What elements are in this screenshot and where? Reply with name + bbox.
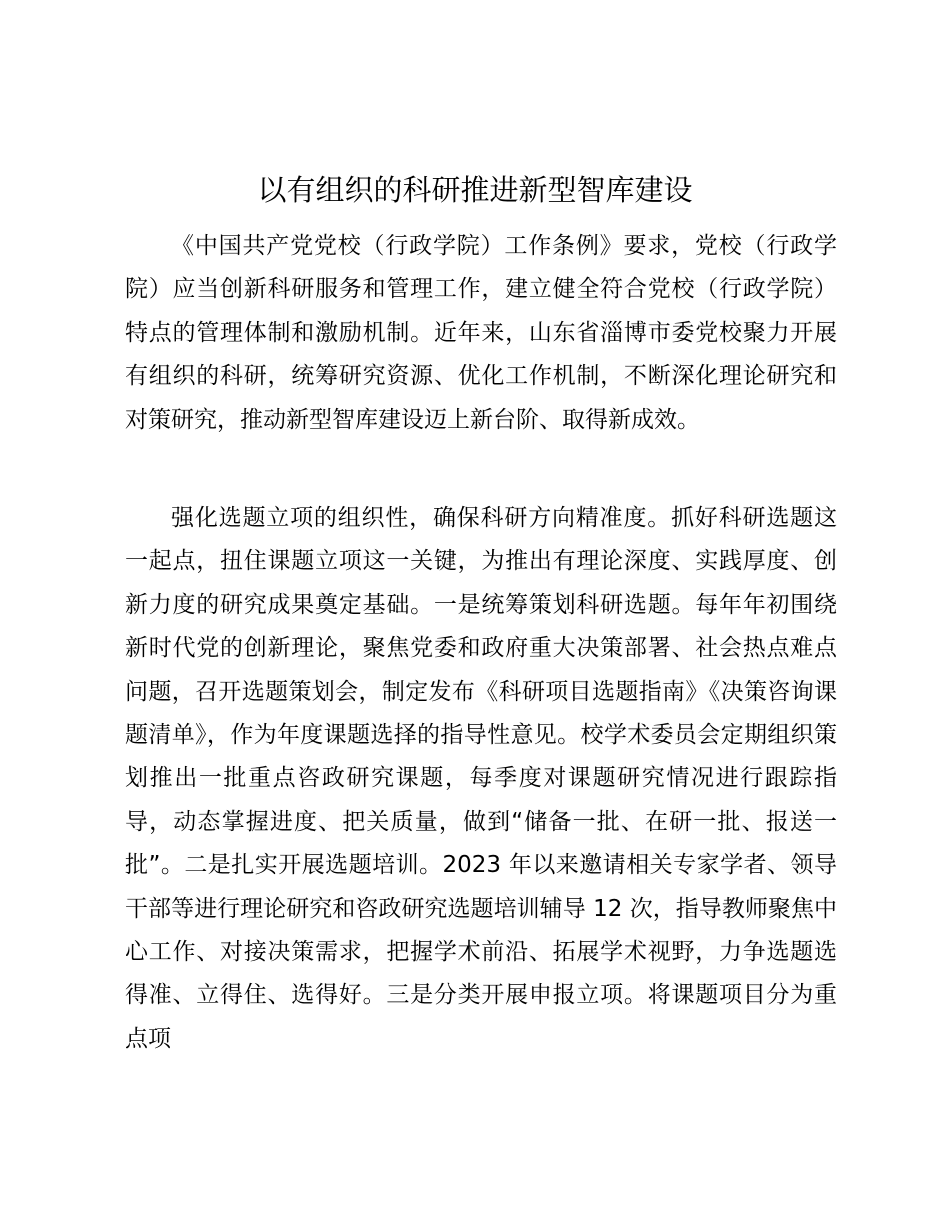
paragraph-intro: 《中国共产党党校（行政学院）工作条例》要求，党校（行政学院）应当创新科研服务和管理工作，建立健全符合党校（行政学院）特点的管理体制和激励机制。近年来，山东省淄博市委党校聚力开展有组织的科研，统筹研究资源、优化工作机制，不断深化理论研究和对策研究，推动新型智库建设迈上新台阶、取得新成效。 bbox=[125, 233, 837, 433]
paragraph-topic-selection: 强化选题立项的组织性，确保科研方向精准度。抓好科研选题这一起点，扭住课题立项这一关键，为推出有理论深度、实践厚度、创新力度的研究成果奠定基础。一是统筹策划科研选题。每年年初围绕新时代党的创新理论，聚焦党委和政府重大决策部署、社会热点难点问题，召开选题策划会，制定发布《科研项目选题指南》《决策咨询课题清单》，作为年度课题选择的指导性意见。校学术委员会定期组织策划推出一批重点咨政研究课题，每季度对课题研究情况进行跟踪指导，动态掌握进度、把关质量，做到“储备一批、在研一批、报送一批”。二是扎实开展选题培训。2023 年以来邀请相关专家学者、领导干部等进行理论研究和咨政研究选题培训辅导 12 次，指导教师聚焦中心工作、对接决策需求，把握学术前沿、拓展学术视野，力争选题选得准、立得住、选得好。三是分类开展申报立项。将课题项目分为重点项 bbox=[125, 505, 837, 1052]
document-title: 以有组织的科研推进新型智库建设 bbox=[257, 173, 693, 207]
